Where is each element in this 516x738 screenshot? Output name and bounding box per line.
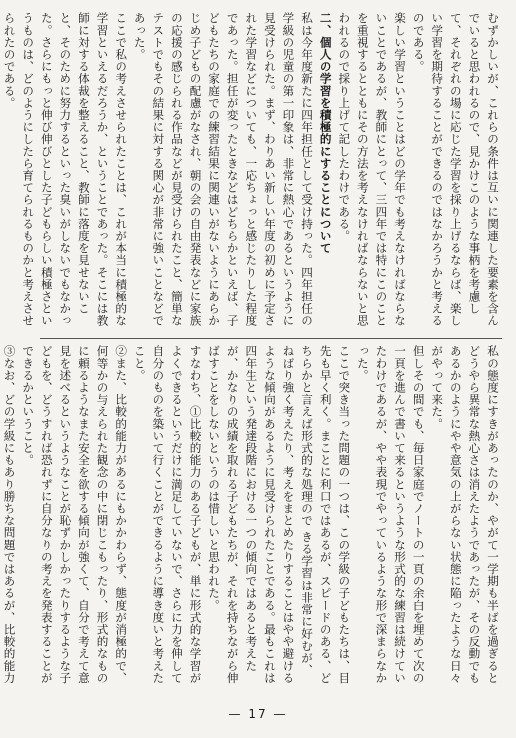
paragraph: ②また、比較的能力があるにもかかわらず、態度が消極的で、何等かの与えられた観念の中に閉じこもったり、形式的なものに頼るようなまた安全を欲する傾向が強くて、自分で考えて意見を述べるというようなことが恥ずかしかったりするような子どもを、どうすれば恐れずに自分なりの考えを発表することができるかということ。: [21, 345, 129, 684]
top-vertical-column: [2, 12, 502, 332]
paragraph: ここで突き当った問題の一つは、この学級の子どもたちは、目先も早く利く。まことに利口ではあるが、スピードのある、どちらかと言えば形式的な処理ので きる学習は非常に好むが、ねばり強く考えたり、考えをまとめたりすることはやや避けるような傾向があるように見受けられたことである。最もこれは四年生という発達段階における一つの傾向ではあると考えたが、かなりの成績を取れる子どもたちが、それを持ちながら伸ばすことをしないというのは惜しいと思われた。: [207, 345, 352, 684]
paragraph: 私の態度にすきがあったのか、やがて一学期も半ばを過ぎるとどうやら異常な熱心さは消えたようであったが、その反動でもあるかのようにやや意気の上がらない状態に陥ったような日々がやって来た。: [430, 345, 500, 684]
paragraph: ③なお、どの学級にもあり勝ちな問題ではあるが、比較的能力: [2, 345, 17, 684]
paragraph: ここで私の考えさせられたことは、これが本当に積極的な学習といえるだろうか、ということであった。そこには教師に対する体裁を整えること、教師に落度を見せないこと、そのために努力するといった臭いがしないでもなかった。さらにもっと伸び伸びとした子どもらしい積極さというものは、どのようにしたら育てられるものかと考えさせられたのである。: [2, 12, 129, 327]
paragraph: 楽しい学習ということはどの学年でも考えなければならないことであるが、教師にとって、三四年では特にこのことを重視するとともにその方法を考えなければならないと思われるので採り上げて記したわけである。: [337, 12, 408, 327]
top-text-block: [2, 12, 502, 332]
paragraph: むずかしいが、これらの条件は互いに関連した要素を含んでいると思われるので、見かけこのような事柄を考慮して、それぞれの場に応じた学習を採り上げるならば、楽しい学習を期待することができるのではなかろうかと考えるのである。: [411, 12, 500, 327]
paragraph: 但しその間でも、毎日家庭でノートの一頁の余白を埋めて次の一頁を進んで書いて来るというような形式的な練習は続けていたわけであるが、やや表現でやっているような形で深まらなかった。: [355, 345, 426, 684]
paragraph: 私は今年度新たに四年担任として受け持った。四年担任の学級の児童の第一印象は、非常に熱心であるというように見受けられた。まず、わりあい新しい年度の初めに予定された学習などについても、一応ちょっと感じたりした程度であった。担任が変ったときなどはどちらかといえば、子どもたちの家庭での練習結果に関連いがないようにあらかじめ子どもの配慮がなされ、朝の会の自由発表などに家族の応援の感じられる作品などが見受けられたこと、簡単なテストでもその結果に対する関心が非常に強いことなどであった。: [132, 12, 315, 327]
section-divider: [40, 338, 502, 339]
bottom-vertical-column: [2, 345, 502, 687]
page-number: — 17 —: [228, 707, 288, 721]
bottom-text-block: [2, 345, 502, 687]
paragraph: すなわち、①比較的能力のある子どもが、単に形式的な学習がよくできるというだけに満足していないで、さらに力を伸して自分のものを築いて行くことができるように導き度いと考えたこと。: [132, 345, 203, 684]
section-heading: 二、個人の学習を積極的にすることについて: [318, 12, 333, 254]
